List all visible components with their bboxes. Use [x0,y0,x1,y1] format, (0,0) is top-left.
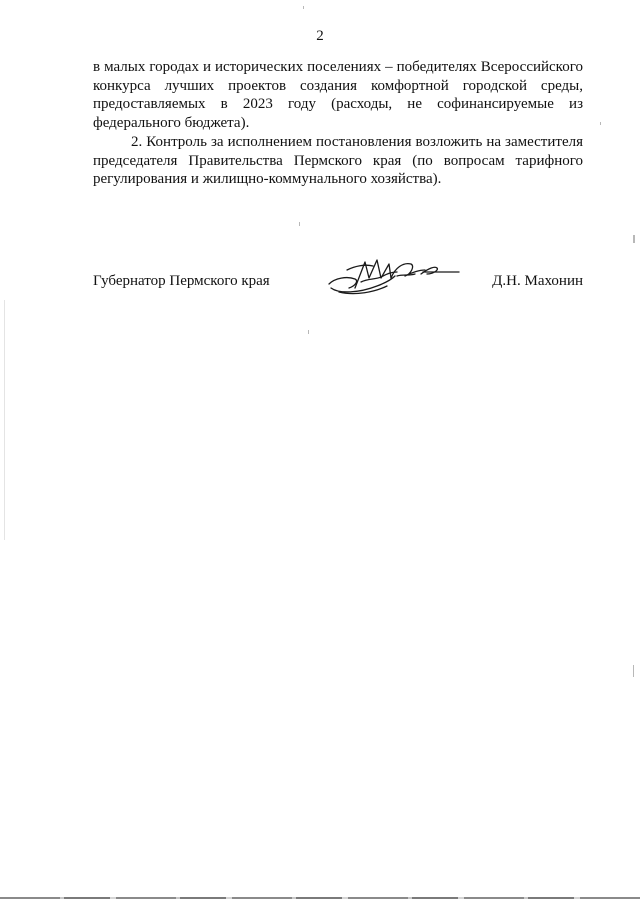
signature-block [93,266,583,306]
page-number: 2 [316,28,324,44]
signer-name: Д.Н. Махонин [492,273,583,289]
scan-bottom-edge [0,897,640,899]
scan-speck [4,300,5,540]
signer-title: Губернатор Пермского края [93,273,270,289]
scan-speck [633,665,634,677]
scan-speck [299,222,300,226]
scan-speck [633,235,635,243]
scan-speck [303,6,304,9]
document-body [93,58,583,189]
scan-speck [308,330,309,334]
paragraph-continuation: в малых городах и исторических поселениях – победителях Всероссийского конкурса лучших проектов создания комфортной городской среды, предоставляемых в 2023 году (расходы, не софинансируемые из федерального бюджета). [93,59,583,132]
paragraph-control-clause: 2. Контроль за исполнением постановления возложить на заместителя председателя Правительства Пермского края (по вопросам тарифного регулирования и жилищно-коммунального хозяйства). [93,133,583,188]
scan-speck [600,122,601,125]
handwritten-signature-icon [325,248,460,300]
